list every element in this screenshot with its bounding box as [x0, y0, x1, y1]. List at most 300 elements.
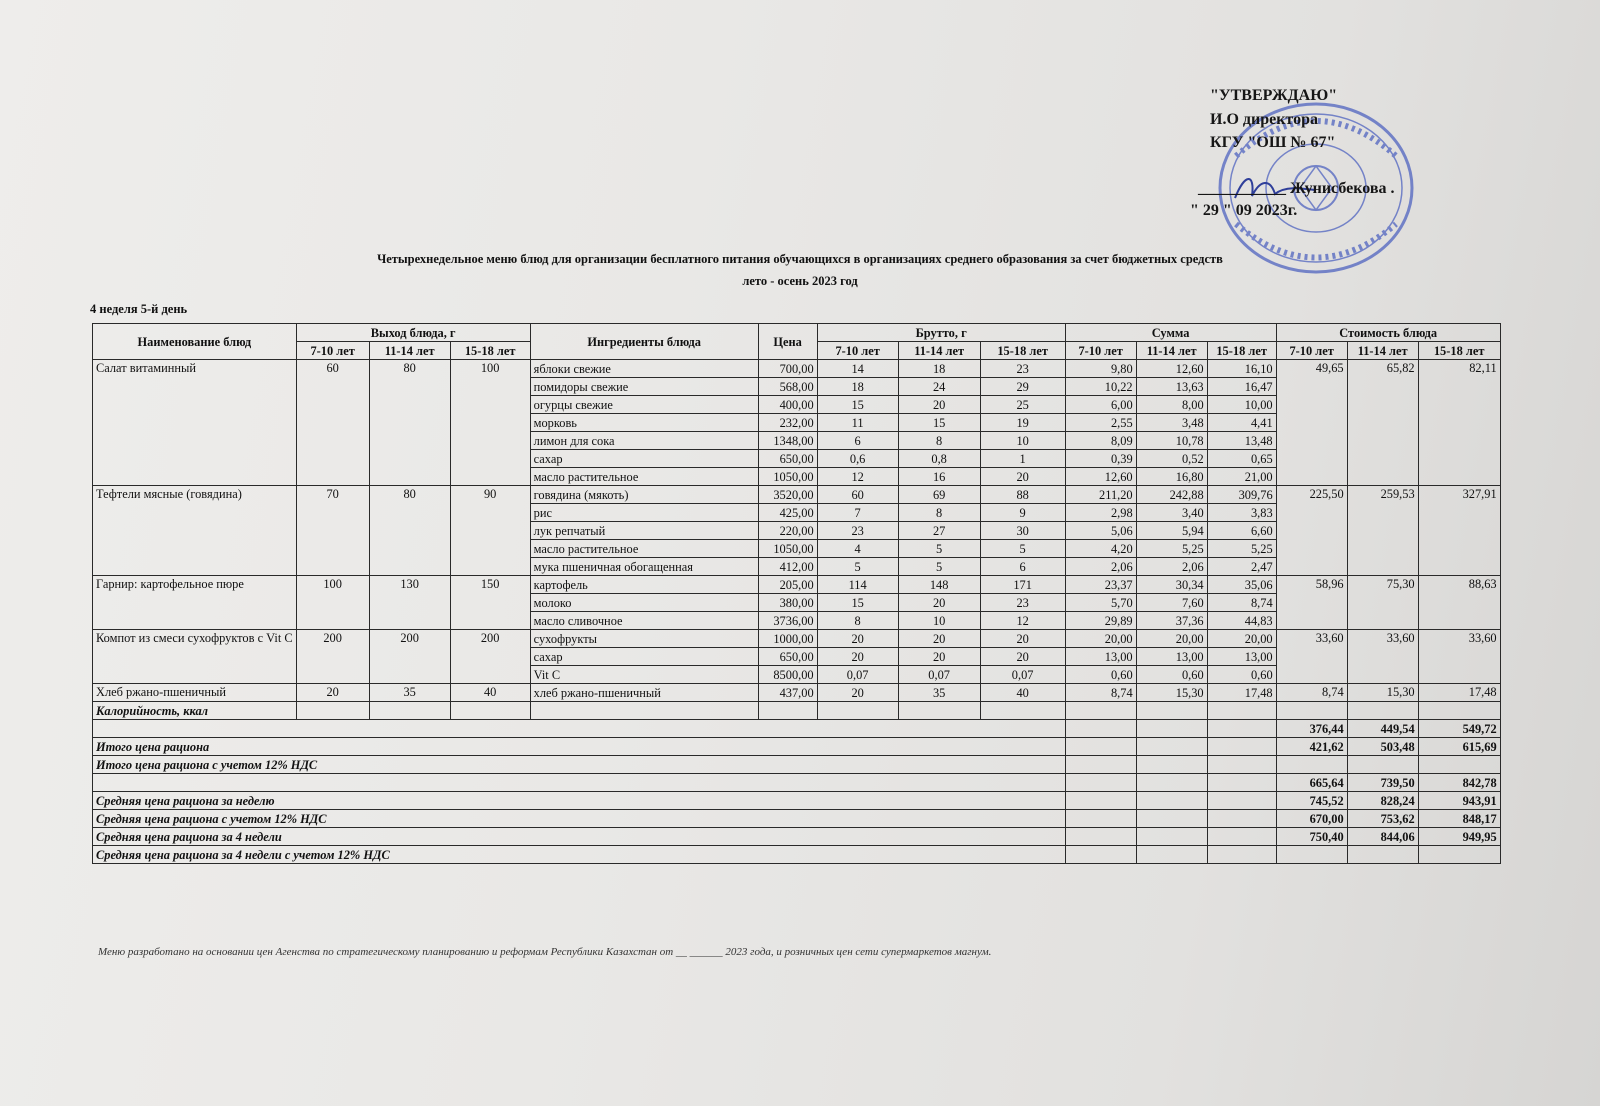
- empty-cell: [817, 702, 898, 720]
- totals-value: [1276, 756, 1347, 774]
- ingredient-brutto: 20: [980, 630, 1065, 648]
- empty-cell: [1207, 828, 1276, 846]
- ingredient-brutto: 60: [817, 486, 898, 504]
- ingredient-sum: 16,47: [1207, 378, 1276, 396]
- ingredient-sum: 13,00: [1136, 648, 1207, 666]
- totals-label: Средняя цена рациона за 4 недели с учетом 12% НДС: [93, 846, 1066, 864]
- header-age: 11-14 лет: [1347, 342, 1418, 360]
- totals-value: 844,06: [1347, 828, 1418, 846]
- ingredient-name: картофель: [530, 576, 758, 594]
- ingredient-brutto: 20: [980, 648, 1065, 666]
- ingredient-brutto: 4: [817, 540, 898, 558]
- dish-name: Салат витаминный: [93, 360, 297, 486]
- ingredient-brutto: 15: [817, 594, 898, 612]
- empty-cell: [1207, 774, 1276, 792]
- totals-value: 376,44: [1276, 720, 1347, 738]
- ingredient-brutto: 20: [980, 468, 1065, 486]
- totals-value: 828,24: [1347, 792, 1418, 810]
- ingredient-sum: 6,00: [1065, 396, 1136, 414]
- dish-cost: 259,53: [1347, 486, 1418, 576]
- dish-output: 200: [369, 630, 450, 684]
- ingredient-brutto: 20: [817, 648, 898, 666]
- totals-value: 449,54: [1347, 720, 1418, 738]
- header-age: 11-14 лет: [898, 342, 980, 360]
- ingredient-price: 650,00: [758, 450, 817, 468]
- totals-value: [1347, 756, 1418, 774]
- ingredient-brutto: 15: [898, 414, 980, 432]
- ingredient-name: хлеб ржано-пшеничный: [530, 684, 758, 702]
- ingredient-sum: 37,36: [1136, 612, 1207, 630]
- empty-cell: [1065, 810, 1136, 828]
- ingredient-brutto: 0,6: [817, 450, 898, 468]
- ingredient-sum: 3,40: [1136, 504, 1207, 522]
- ingredient-sum: 5,25: [1136, 540, 1207, 558]
- ingredient-price: 220,00: [758, 522, 817, 540]
- ingredient-price: 3520,00: [758, 486, 817, 504]
- empty-cell: [1418, 702, 1500, 720]
- approval-school: КГУ "ОШ № 67": [1210, 134, 1336, 151]
- ingredient-sum: 13,00: [1207, 648, 1276, 666]
- empty-cell: [1065, 738, 1136, 756]
- dish-output: 100: [296, 576, 369, 630]
- totals-label: Средняя цена рациона с учетом 12% НДС: [93, 810, 1066, 828]
- totals-value: [1418, 846, 1500, 864]
- dish-output: 60: [296, 360, 369, 486]
- ingredient-brutto: 5: [980, 540, 1065, 558]
- ingredient-brutto: 8: [817, 612, 898, 630]
- empty-cell: [1136, 738, 1207, 756]
- dish-output: 20: [296, 684, 369, 702]
- totals-row: [93, 774, 1501, 792]
- empty-cell: [1136, 774, 1207, 792]
- empty-cell: [1065, 846, 1136, 864]
- header-ingredients: Ингредиенты блюда: [530, 324, 758, 360]
- ingredient-sum: 4,41: [1207, 414, 1276, 432]
- dish-output: 100: [450, 360, 530, 486]
- ingredient-price: 412,00: [758, 558, 817, 576]
- ingredient-sum: 20,00: [1065, 630, 1136, 648]
- totals-row: [93, 828, 1501, 846]
- dish-output: 80: [369, 360, 450, 486]
- header-output: Выход блюда, г: [296, 324, 530, 342]
- totals-value: [1347, 846, 1418, 864]
- ingredient-name: сахар: [530, 648, 758, 666]
- empty-cell: [530, 702, 758, 720]
- ingredient-price: 232,00: [758, 414, 817, 432]
- ingredient-name: масло растительное: [530, 540, 758, 558]
- empty-cell: [1065, 720, 1136, 738]
- ingredient-brutto: 8: [898, 504, 980, 522]
- dish-name: Гарнир: картофельное пюре: [93, 576, 297, 630]
- empty-cell: [1207, 792, 1276, 810]
- ingredient-brutto: 0,07: [817, 666, 898, 684]
- ingredient-brutto: 8: [898, 432, 980, 450]
- ingredient-price: 568,00: [758, 378, 817, 396]
- ingredient-price: 1050,00: [758, 540, 817, 558]
- totals-label: [93, 774, 1066, 792]
- ingredient-brutto: 20: [898, 396, 980, 414]
- totals-label: Итого цена рациона: [93, 738, 1066, 756]
- ingredient-sum: 23,37: [1065, 576, 1136, 594]
- empty-cell: [1207, 702, 1276, 720]
- totals-value: 848,17: [1418, 810, 1500, 828]
- empty-cell: [1136, 702, 1207, 720]
- ingredient-sum: 8,00: [1136, 396, 1207, 414]
- ingredient-brutto: 7: [817, 504, 898, 522]
- header-row-1: [93, 324, 1501, 342]
- dish-cost: 88,63: [1418, 576, 1500, 630]
- ingredient-brutto: 114: [817, 576, 898, 594]
- table-row: [93, 486, 1501, 504]
- ingredient-sum: 242,88: [1136, 486, 1207, 504]
- ingredient-brutto: 0,07: [898, 666, 980, 684]
- ingredient-sum: 12,60: [1136, 360, 1207, 378]
- empty-cell: [1207, 756, 1276, 774]
- ingredient-brutto: 30: [980, 522, 1065, 540]
- empty-cell: [1065, 792, 1136, 810]
- ingredient-brutto: 5: [898, 558, 980, 576]
- dish-cost: 49,65: [1276, 360, 1347, 486]
- ingredient-price: 650,00: [758, 648, 817, 666]
- ingredient-sum: 3,48: [1136, 414, 1207, 432]
- ingredient-sum: 13,63: [1136, 378, 1207, 396]
- totals-value: 665,64: [1276, 774, 1347, 792]
- empty-cell: [980, 702, 1065, 720]
- header-price: Цена: [758, 324, 817, 360]
- header-age: 7-10 лет: [817, 342, 898, 360]
- header-age: 15-18 лет: [1418, 342, 1500, 360]
- ingredient-price: 1348,00: [758, 432, 817, 450]
- ingredient-sum: 2,98: [1065, 504, 1136, 522]
- header-dish-cost: Стоимость блюда: [1276, 324, 1500, 342]
- dish-cost: 225,50: [1276, 486, 1347, 576]
- ingredient-price: 8500,00: [758, 666, 817, 684]
- ingredient-sum: 7,60: [1136, 594, 1207, 612]
- ingredient-brutto: 12: [817, 468, 898, 486]
- dish-name: Тефтели мясные (говядина): [93, 486, 297, 576]
- ingredient-name: морковь: [530, 414, 758, 432]
- ingredient-brutto: 23: [980, 594, 1065, 612]
- empty-cell: [1065, 774, 1136, 792]
- empty-cell: [1065, 828, 1136, 846]
- ingredient-brutto: 0,8: [898, 450, 980, 468]
- ingredient-name: мука пшеничная обогащенная: [530, 558, 758, 576]
- totals-value: [1418, 756, 1500, 774]
- ingredient-brutto: 11: [817, 414, 898, 432]
- ingredient-price: 1000,00: [758, 630, 817, 648]
- totals-value: 943,91: [1418, 792, 1500, 810]
- ingredient-sum: 0,52: [1136, 450, 1207, 468]
- empty-cell: [296, 702, 369, 720]
- ingredient-sum: 2,06: [1065, 558, 1136, 576]
- totals-value: 750,40: [1276, 828, 1347, 846]
- ingredient-brutto: 19: [980, 414, 1065, 432]
- ingredient-sum: 8,74: [1065, 684, 1136, 702]
- totals-row: [93, 846, 1501, 864]
- totals-value: 949,95: [1418, 828, 1500, 846]
- ingredient-price: 205,00: [758, 576, 817, 594]
- ingredient-sum: 13,48: [1207, 432, 1276, 450]
- ingredient-sum: 309,76: [1207, 486, 1276, 504]
- ingredient-brutto: 23: [817, 522, 898, 540]
- ingredient-brutto: 0,07: [980, 666, 1065, 684]
- ingredient-sum: 0,39: [1065, 450, 1136, 468]
- header-age: 11-14 лет: [1136, 342, 1207, 360]
- ingredient-sum: 16,10: [1207, 360, 1276, 378]
- empty-cell: [1136, 810, 1207, 828]
- ingredient-sum: 5,94: [1136, 522, 1207, 540]
- empty-cell: [1207, 720, 1276, 738]
- ingredient-brutto: 6: [817, 432, 898, 450]
- totals-row: [93, 756, 1501, 774]
- menu-table: [92, 323, 1501, 864]
- ingredient-sum: 2,47: [1207, 558, 1276, 576]
- ingredient-brutto: 10: [980, 432, 1065, 450]
- ingredient-brutto: 18: [817, 378, 898, 396]
- ingredient-name: молоко: [530, 594, 758, 612]
- empty-cell: [758, 702, 817, 720]
- approval-date: " 29 " 09 2023г.: [1190, 202, 1298, 219]
- table-row: [93, 684, 1501, 702]
- header-age: 15-18 лет: [980, 342, 1065, 360]
- ingredient-brutto: 40: [980, 684, 1065, 702]
- ingredient-sum: 35,06: [1207, 576, 1276, 594]
- ingredient-brutto: 15: [817, 396, 898, 414]
- ingredient-sum: 20,00: [1136, 630, 1207, 648]
- empty-cell: [1136, 756, 1207, 774]
- totals-row: [93, 810, 1501, 828]
- totals-value: 670,00: [1276, 810, 1347, 828]
- calories-label: Калорийность, ккал: [93, 702, 297, 720]
- ingredient-name: огурцы свежие: [530, 396, 758, 414]
- ingredient-name: сахар: [530, 450, 758, 468]
- ingredient-sum: 2,06: [1136, 558, 1207, 576]
- approval-position: И.О директора: [1210, 111, 1318, 128]
- dish-cost: 33,60: [1418, 630, 1500, 684]
- ingredient-sum: 0,60: [1136, 666, 1207, 684]
- totals-label: Средняя цена рациона за неделю: [93, 792, 1066, 810]
- totals-label: Средняя цена рациона за 4 недели: [93, 828, 1066, 846]
- ingredient-price: 437,00: [758, 684, 817, 702]
- ingredient-brutto: 20: [898, 648, 980, 666]
- ingredient-sum: 0,60: [1207, 666, 1276, 684]
- empty-cell: [1136, 846, 1207, 864]
- dish-cost: 15,30: [1347, 684, 1418, 702]
- table-row: [93, 360, 1501, 378]
- ingredient-sum: 5,70: [1065, 594, 1136, 612]
- dish-output: 150: [450, 576, 530, 630]
- ingredient-name: говядина (мякоть): [530, 486, 758, 504]
- dish-cost: 65,82: [1347, 360, 1418, 486]
- ingredient-sum: 15,30: [1136, 684, 1207, 702]
- ingredient-brutto: 10: [898, 612, 980, 630]
- ingredient-brutto: 5: [817, 558, 898, 576]
- totals-label: [93, 720, 1066, 738]
- ingredient-price: 700,00: [758, 360, 817, 378]
- ingredient-sum: 16,80: [1136, 468, 1207, 486]
- ingredient-name: помидоры свежие: [530, 378, 758, 396]
- ingredient-brutto: 16: [898, 468, 980, 486]
- dish-cost: 33,60: [1347, 630, 1418, 684]
- empty-cell: [1347, 702, 1418, 720]
- ingredient-brutto: 23: [980, 360, 1065, 378]
- ingredient-name: масло сливочное: [530, 612, 758, 630]
- ingredient-brutto: 24: [898, 378, 980, 396]
- totals-value: [1276, 846, 1347, 864]
- ingredient-price: 400,00: [758, 396, 817, 414]
- totals-row: [93, 792, 1501, 810]
- ingredient-brutto: 88: [980, 486, 1065, 504]
- ingredient-brutto: 20: [898, 630, 980, 648]
- dish-output: 130: [369, 576, 450, 630]
- ingredient-sum: 6,60: [1207, 522, 1276, 540]
- dish-output: 200: [450, 630, 530, 684]
- ingredient-sum: 5,06: [1065, 522, 1136, 540]
- ingredient-brutto: 9: [980, 504, 1065, 522]
- header-age: 7-10 лет: [1276, 342, 1347, 360]
- ingredient-brutto: 20: [898, 594, 980, 612]
- ingredient-sum: 13,00: [1065, 648, 1136, 666]
- table-row: [93, 576, 1501, 594]
- ingredient-price: 380,00: [758, 594, 817, 612]
- ingredient-brutto: 1: [980, 450, 1065, 468]
- totals-row: [93, 720, 1501, 738]
- approval-title: "УТВЕРЖДАЮ": [1210, 87, 1338, 104]
- ingredient-brutto: 20: [817, 630, 898, 648]
- dish-cost: 58,96: [1276, 576, 1347, 630]
- empty-cell: [1207, 738, 1276, 756]
- ingredient-name: масло растительное: [530, 468, 758, 486]
- header-brutto: Брутто, г: [817, 324, 1065, 342]
- totals-label: Итого цена рациона с учетом 12% НДС: [93, 756, 1066, 774]
- dish-output: 35: [369, 684, 450, 702]
- ingredient-name: рис: [530, 504, 758, 522]
- dish-cost: 33,60: [1276, 630, 1347, 684]
- dish-output: 40: [450, 684, 530, 702]
- ingredient-brutto: 25: [980, 396, 1065, 414]
- ingredient-sum: 21,00: [1207, 468, 1276, 486]
- empty-cell: [369, 702, 450, 720]
- ingredient-sum: 10,00: [1207, 396, 1276, 414]
- footnote: Меню разработано на основании цен Агенства по стратегическому планированию и реформам Республики Казахстан от __ ______ 2023 года, и розничных цен сети супермаркетов магнум.: [98, 946, 992, 958]
- empty-cell: [1207, 846, 1276, 864]
- dish-cost: 17,48: [1418, 684, 1500, 702]
- dish-cost: 82,11: [1418, 360, 1500, 486]
- ingredient-brutto: 171: [980, 576, 1065, 594]
- approval-signature: ___________ Жунисбекова .: [1198, 180, 1395, 197]
- ingredient-brutto: 18: [898, 360, 980, 378]
- empty-cell: [450, 702, 530, 720]
- empty-cell: [1136, 792, 1207, 810]
- ingredient-sum: 0,65: [1207, 450, 1276, 468]
- ingredient-sum: 12,60: [1065, 468, 1136, 486]
- ingredient-sum: 20,00: [1207, 630, 1276, 648]
- dish-cost: 75,30: [1347, 576, 1418, 630]
- header-age: 7-10 лет: [296, 342, 369, 360]
- ingredient-brutto: 29: [980, 378, 1065, 396]
- totals-value: 739,50: [1347, 774, 1418, 792]
- header-sum: Сумма: [1065, 324, 1276, 342]
- ingredient-brutto: 14: [817, 360, 898, 378]
- empty-cell: [1065, 702, 1136, 720]
- ingredient-sum: 29,89: [1065, 612, 1136, 630]
- dish-name: Хлеб ржано-пшеничный: [93, 684, 297, 702]
- ingredient-name: лимон для сока: [530, 432, 758, 450]
- dish-output: 70: [296, 486, 369, 576]
- ingredient-sum: 44,83: [1207, 612, 1276, 630]
- header-age: 11-14 лет: [369, 342, 450, 360]
- ingredient-sum: 2,55: [1065, 414, 1136, 432]
- ingredient-brutto: 5: [898, 540, 980, 558]
- ingredient-brutto: 6: [980, 558, 1065, 576]
- totals-value: 503,48: [1347, 738, 1418, 756]
- ingredient-brutto: 27: [898, 522, 980, 540]
- dish-output: 200: [296, 630, 369, 684]
- header-dish-name: Наименование блюд: [93, 324, 297, 360]
- document-title: Четырехнедельное меню блюд для организации бесплатного питания обучающихся в организациях среднего образования за счет бюджетных средств: [377, 252, 1223, 266]
- ingredient-brutto: 35: [898, 684, 980, 702]
- ingredient-sum: 10,78: [1136, 432, 1207, 450]
- header-age: 15-18 лет: [1207, 342, 1276, 360]
- totals-value: 745,52: [1276, 792, 1347, 810]
- totals-value: 753,62: [1347, 810, 1418, 828]
- empty-cell: [1136, 828, 1207, 846]
- ingredient-sum: 10,22: [1065, 378, 1136, 396]
- ingredient-brutto: 69: [898, 486, 980, 504]
- totals-value: 842,78: [1418, 774, 1500, 792]
- ingredient-sum: 8,09: [1065, 432, 1136, 450]
- empty-cell: [1136, 720, 1207, 738]
- ingredient-sum: 17,48: [1207, 684, 1276, 702]
- dish-cost: 8,74: [1276, 684, 1347, 702]
- ingredient-brutto: 20: [817, 684, 898, 702]
- ingredient-sum: 211,20: [1065, 486, 1136, 504]
- empty-cell: [1065, 756, 1136, 774]
- ingredient-price: 425,00: [758, 504, 817, 522]
- ingredient-sum: 9,80: [1065, 360, 1136, 378]
- ingredient-brutto: 12: [980, 612, 1065, 630]
- ingredient-price: 3736,00: [758, 612, 817, 630]
- totals-value: 421,62: [1276, 738, 1347, 756]
- ingredient-name: сухофрукты: [530, 630, 758, 648]
- dish-output: 80: [369, 486, 450, 576]
- document-subtitle: лето - осень 2023 год: [742, 274, 858, 288]
- header-age: 7-10 лет: [1065, 342, 1136, 360]
- dish-cost: 327,91: [1418, 486, 1500, 576]
- ingredient-name: Vit C: [530, 666, 758, 684]
- ingredient-name: яблоки свежие: [530, 360, 758, 378]
- ingredient-sum: 5,25: [1207, 540, 1276, 558]
- table-row: [93, 630, 1501, 648]
- ingredient-name: лук репчатый: [530, 522, 758, 540]
- empty-cell: [898, 702, 980, 720]
- totals-row: [93, 738, 1501, 756]
- ingredient-price: 1050,00: [758, 468, 817, 486]
- calories-row: [93, 702, 1501, 720]
- empty-cell: [1276, 702, 1347, 720]
- totals-value: 615,69: [1418, 738, 1500, 756]
- ingredient-brutto: 148: [898, 576, 980, 594]
- ingredient-sum: 4,20: [1065, 540, 1136, 558]
- ingredient-sum: 8,74: [1207, 594, 1276, 612]
- day-label: 4 неделя 5-й день: [90, 302, 188, 316]
- header-age: 15-18 лет: [450, 342, 530, 360]
- ingredient-sum: 0,60: [1065, 666, 1136, 684]
- dish-output: 90: [450, 486, 530, 576]
- empty-cell: [1207, 810, 1276, 828]
- ingredient-sum: 30,34: [1136, 576, 1207, 594]
- ingredient-sum: 3,83: [1207, 504, 1276, 522]
